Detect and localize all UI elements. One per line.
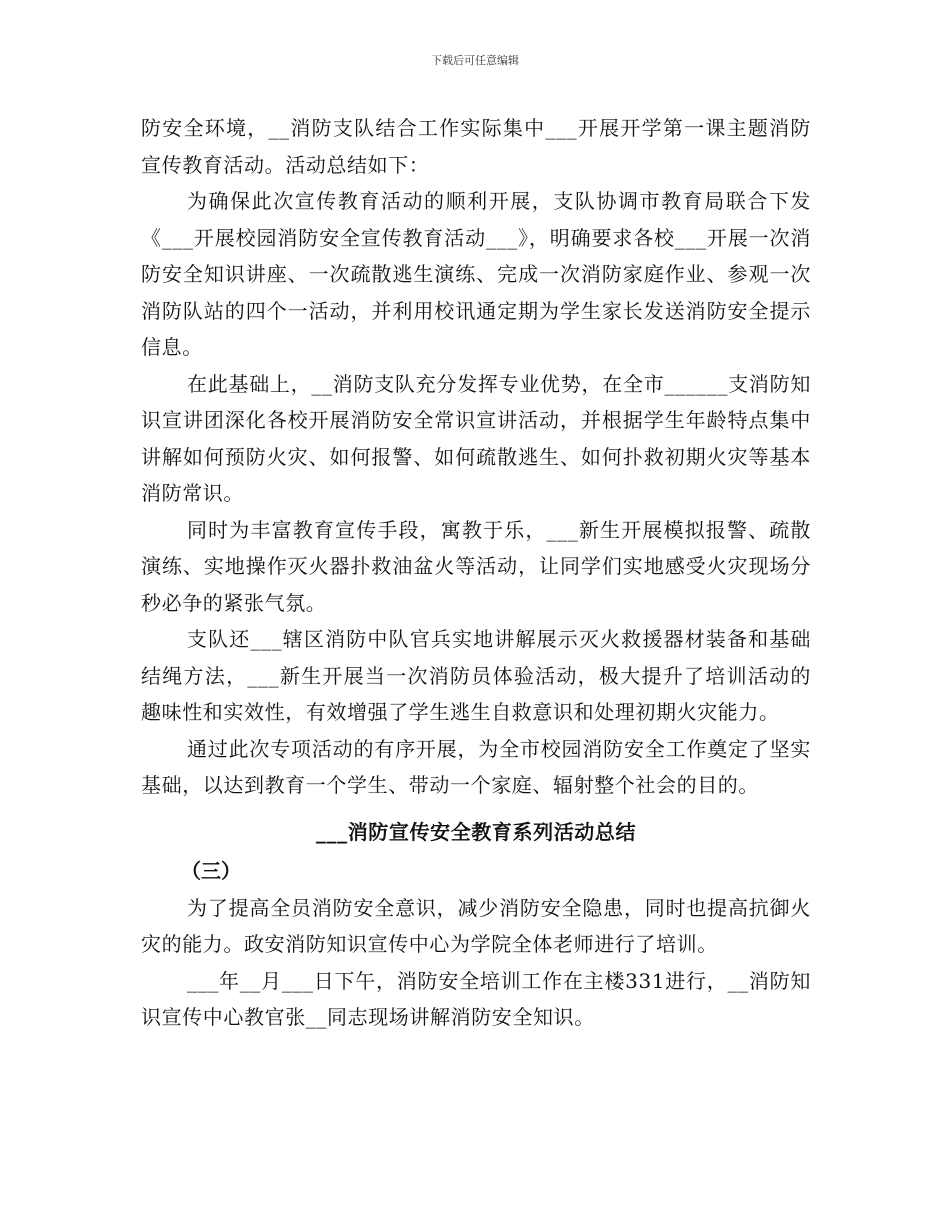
section-number: （三） xyxy=(181,858,241,883)
paragraph-6: 通过此次专项活动的有序开展，为全市校园消防安全工作奠定了坚实基础，以达到教育一个学生、带动一个家庭、辐射整个社会的目的。 xyxy=(141,736,811,797)
section-title: ___消防宣传安全教育系列活动总结 xyxy=(315,819,637,844)
paragraph-4: 同时为丰富教育宣传手段，寓教于乐，___新生开展模拟报警、疏散演练、实地操作灭火器扑救油盆火等活动，让同学们实地感受火灾现场分秒必争的紧张气氛。 xyxy=(141,517,811,615)
paragraph-8: ___年__月___日下午，消防安全培训工作在主楼331进行，__消防知识宣传中心教官张__同志现场讲解消防安全知识。 xyxy=(141,968,811,1029)
paragraph-2: 为确保此次宣传教育活动的顺利开展，支队协调市教育局联合下发《___开展校园消防安全宣传教育活动___》，明确要求各校___开展一次消防安全知识讲座、一次疏散逃生演练、完成一次消防家庭作业、参观一次消防队站的四个一活动，并利用校讯通定期为学生家长发送消防安全提示信息。 xyxy=(141,189,811,359)
page-header: 下载后可任意编辑 xyxy=(431,54,519,67)
paragraph-3: 在此基础上，__消防支队充分发挥专业优势，在全市______支消防知识宣讲团深化各校开展消防安全常识宣讲活动，并根据学生年龄特点集中讲解如何预防火灾、如何报警、如何疏散逃生、如何扑救初期火灾等基本消防常识。 xyxy=(141,371,811,505)
paragraph-1: 防安全环境，__消防支队结合工作实际集中___开展开学第一课主题消防宣传教育活动。活动总结如下： xyxy=(141,116,811,177)
paragraph-5: 支队还___辖区消防中队官兵实地讲解展示灭火救援器材装备和基础结绳方法，___新生开展当一次消防员体验活动，极大提升了培训活动的趣味性和实效性，有效增强了学生逃生自救意识和处理初期火灾能力。 xyxy=(141,627,811,724)
paragraph-7: 为了提高全员消防安全意识，减少消防安全隐患，同时也提高抗御火灾的能力。政安消防知识宣传中心为学院全体老师进行了培训。 xyxy=(141,895,811,956)
document-body xyxy=(141,110,811,1036)
